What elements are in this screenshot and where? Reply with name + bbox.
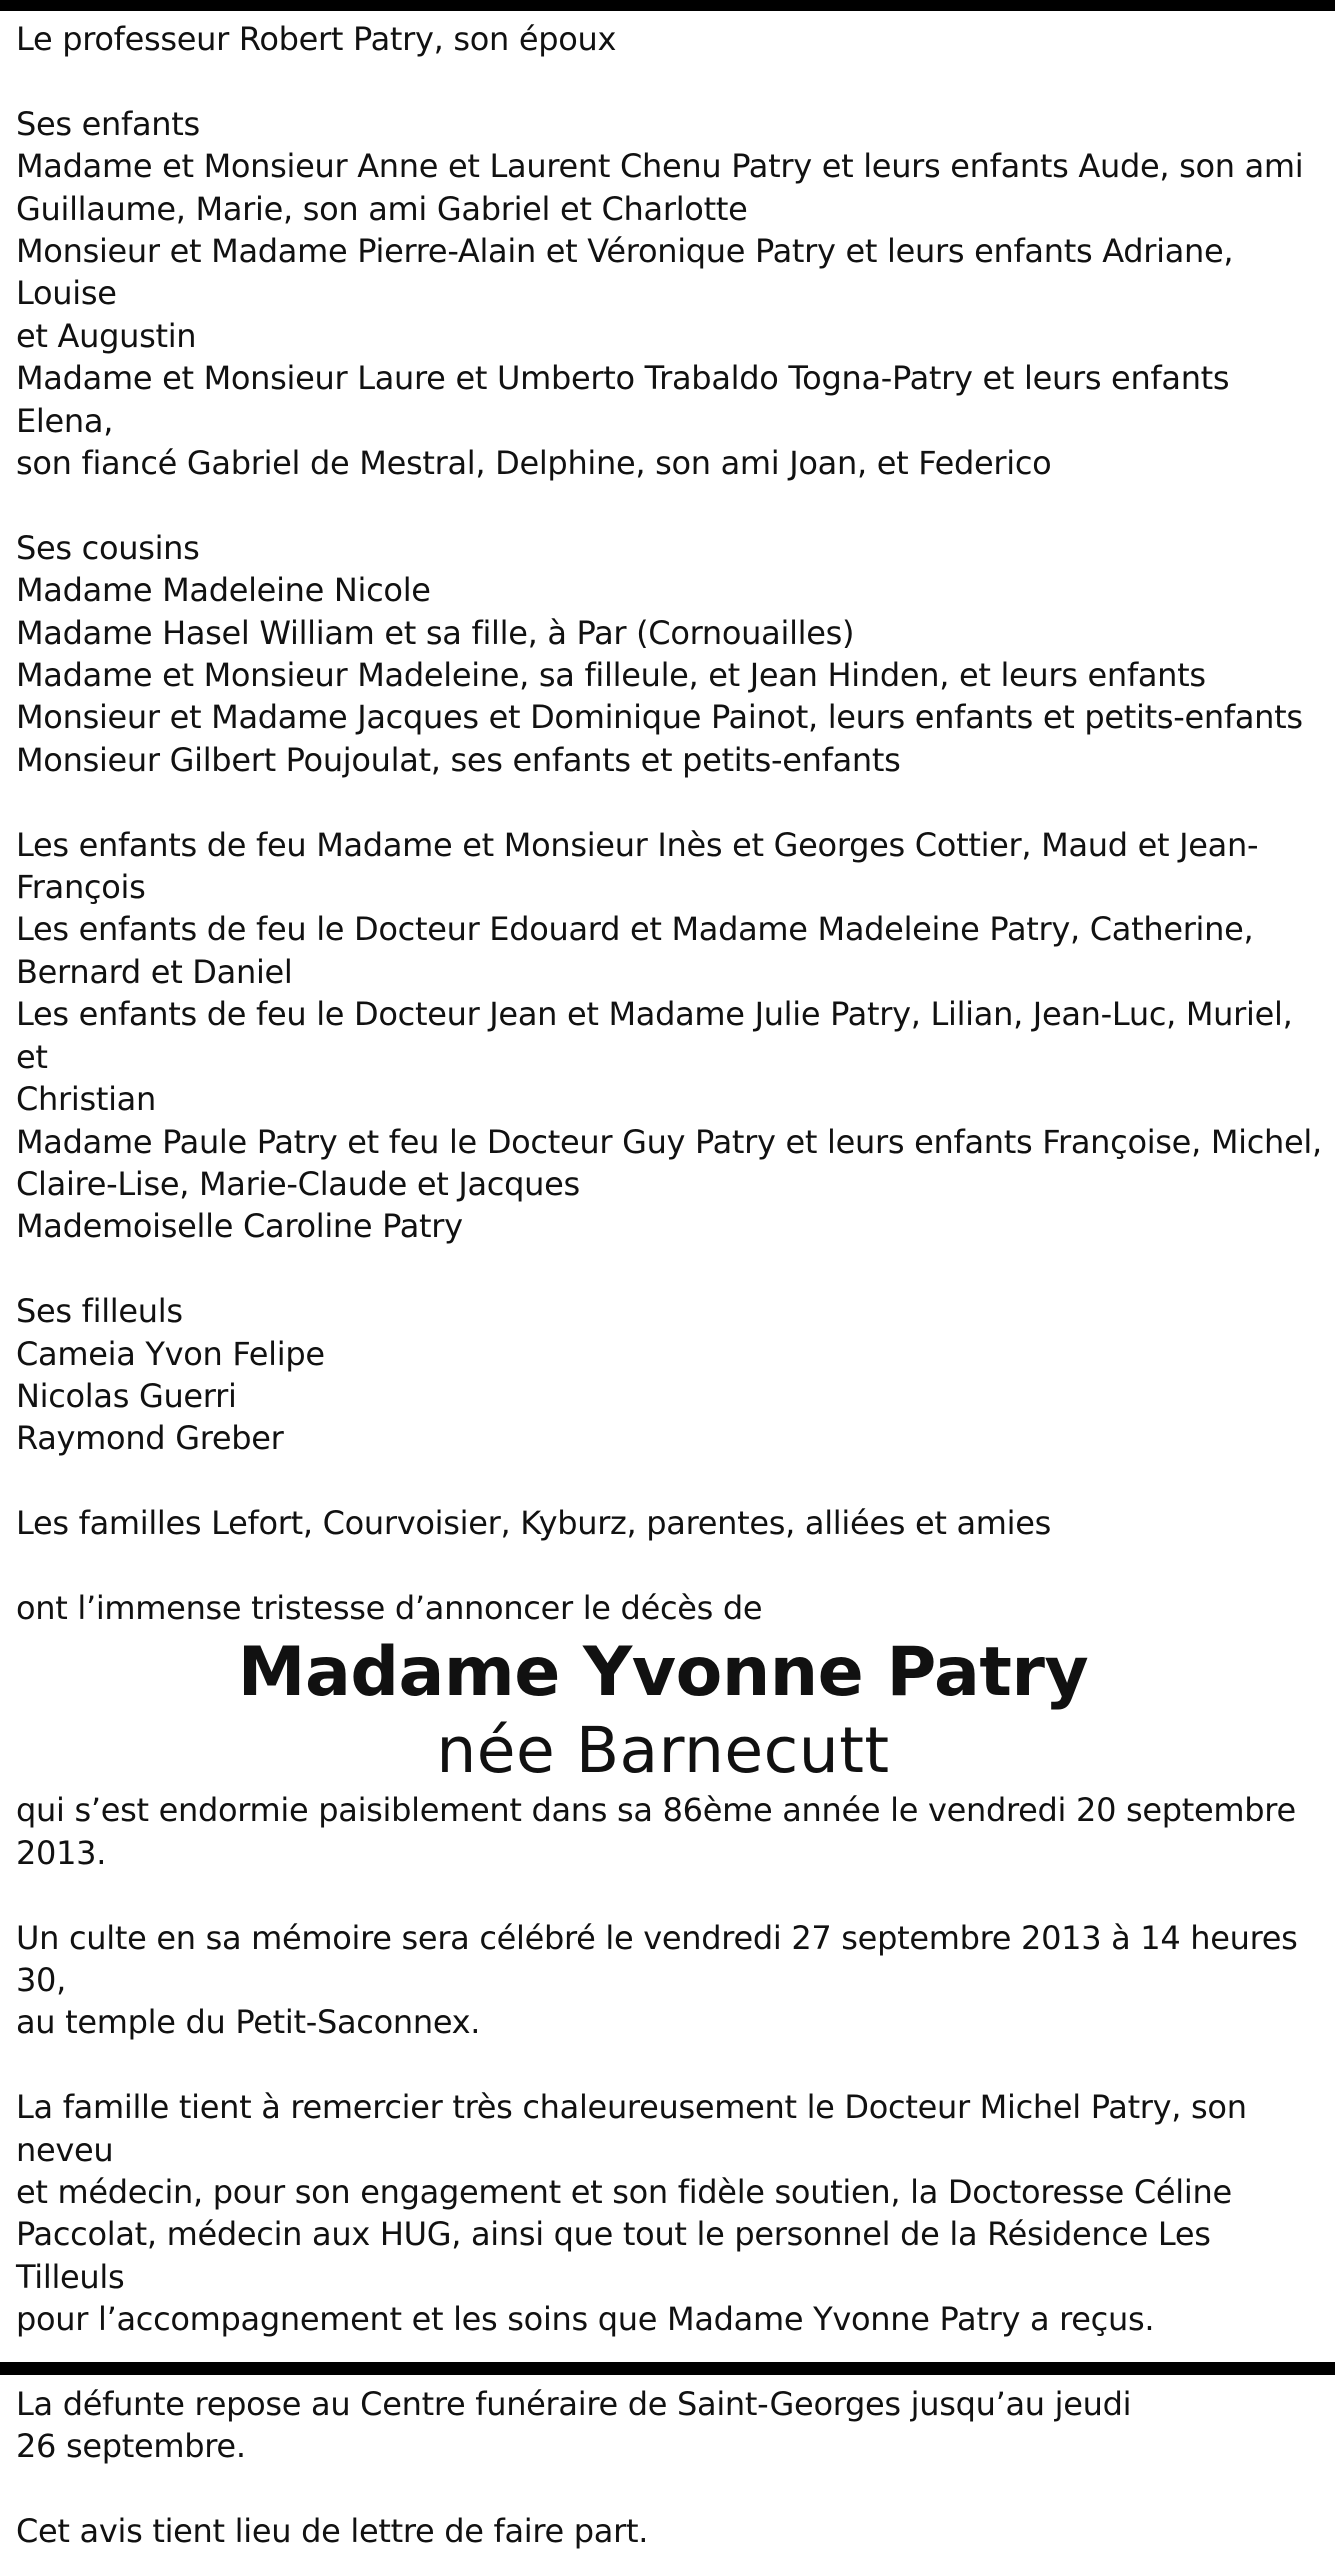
relatives-line: Claire-Lise, Marie-Claude et Jacques	[16, 1164, 580, 1203]
spouse-block	[16, 18, 1326, 60]
children-line: son fiancé Gabriel de Mestral, Delphine, son ami Joan, et Federico	[16, 444, 1052, 483]
godchildren-line: Raymond Greber	[16, 1419, 284, 1458]
thanks-line: Paccolat, médecin aux HUG, ainsi que tout le personnel de la Résidence Les Tilleuls	[16, 2215, 1211, 2296]
spouse-line: Le professeur Robert Patry, son époux	[16, 20, 617, 58]
families-block	[16, 1502, 1326, 1544]
death-notice	[16, 18, 1326, 2553]
passing-line: 2013.	[16, 1833, 107, 1872]
godchildren-block	[16, 1290, 1326, 1460]
announcement-line: ont l’immense tristesse d’annoncer le décès de	[16, 1588, 763, 1627]
children-line: Madame et Monsieur Laure et Umberto Trabaldo Togna-Patry et leurs enfants Elena,	[16, 359, 1230, 440]
cousins-block	[16, 527, 1326, 781]
relatives-line: Les enfants de feu Madame et Monsieur Inès et Georges Cottier, Maud et Jean-	[16, 825, 1259, 864]
relatives-line: François	[16, 868, 146, 907]
deceased-name: Madame Yvonne Patry	[237, 1633, 1089, 1713]
children-heading: Ses enfants	[16, 104, 200, 143]
bottom-border-rule	[0, 2362, 1335, 2375]
godchildren-line: Nicolas Guerri	[16, 1376, 237, 1415]
resting-line: 26 septembre.	[16, 2427, 246, 2466]
godchildren-line: Cameia Yvon Felipe	[16, 1334, 325, 1373]
resting-block	[16, 2383, 1326, 2468]
children-block	[16, 103, 1326, 485]
godchildren-heading: Ses filleuls	[16, 1292, 183, 1331]
cousins-heading: Ses cousins	[16, 528, 200, 567]
thanks-block	[16, 2086, 1326, 2340]
deceased-maiden-name: née Barnecutt	[436, 1714, 890, 1788]
cousins-line: Madame Madeleine Nicole	[16, 571, 431, 610]
cousins-line: Madame Hasel William et sa fille, à Par (Cornouailles)	[16, 613, 855, 652]
cousins-line: Monsieur et Madame Jacques et Dominique Painot, leurs enfants et petits-enfants	[16, 698, 1303, 737]
children-line: Monsieur et Madame Pierre-Alain et Véronique Patry et leurs enfants Adriane, Louise	[16, 232, 1234, 313]
thanks-line: et médecin, pour son engagement et son fidèle soutien, la Doctoresse Céline	[16, 2172, 1232, 2211]
closing-block	[16, 2510, 1326, 2552]
children-line: et Augustin	[16, 316, 197, 355]
relatives-line: Christian	[16, 1080, 156, 1119]
top-border-rule	[0, 0, 1335, 11]
service-line: Un culte en sa mémoire sera célébré le vendredi 27 septembre 2013 à 14 heures 30,	[16, 1918, 1298, 1999]
announcement-block	[16, 1587, 1326, 1787]
relatives-line: Mademoiselle Caroline Patry	[16, 1207, 463, 1246]
relatives-line: Madame Paule Patry et feu le Docteur Guy Patry et leurs enfants Françoise, Michel,	[16, 1122, 1322, 1161]
children-line: Guillaume, Marie, son ami Gabriel et Charlotte	[16, 189, 748, 228]
service-line: au temple du Petit-Saconnex.	[16, 2003, 481, 2042]
cousins-line: Monsieur Gilbert Poujoulat, ses enfants et petits-enfants	[16, 740, 901, 779]
families-line: Les familles Lefort, Courvoisier, Kyburz, parentes, alliées et amies	[16, 1504, 1052, 1543]
relatives-line: Les enfants de feu le Docteur Edouard et Madame Madeleine Patry, Catherine,	[16, 910, 1254, 949]
passing-line: qui s’est endormie paisiblement dans sa 86ème année le vendredi 20 septembre	[16, 1791, 1296, 1830]
cousins-line: Madame et Monsieur Madeleine, sa filleule, et Jean Hinden, et leurs enfants	[16, 656, 1206, 695]
thanks-line: pour l’accompagnement et les soins que Madame Yvonne Patry a reçus.	[16, 2300, 1155, 2339]
passing-block	[16, 1789, 1326, 1874]
service-block	[16, 1917, 1326, 2044]
relatives-block	[16, 824, 1326, 1248]
relatives-line: Les enfants de feu le Docteur Jean et Madame Julie Patry, Lilian, Jean-Luc, Muriel, et	[16, 995, 1293, 1076]
closing-line: Cet avis tient lieu de lettre de faire part.	[16, 2512, 649, 2551]
relatives-line: Bernard et Daniel	[16, 952, 293, 991]
children-line: Madame et Monsieur Anne et Laurent Chenu Patry et leurs enfants Aude, son ami	[16, 147, 1304, 186]
thanks-line: La famille tient à remercier très chaleureusement le Docteur Michel Patry, son neveu	[16, 2088, 1247, 2169]
resting-line: La défunte repose au Centre funéraire de Saint-Georges jusqu’au jeudi	[16, 2384, 1132, 2423]
